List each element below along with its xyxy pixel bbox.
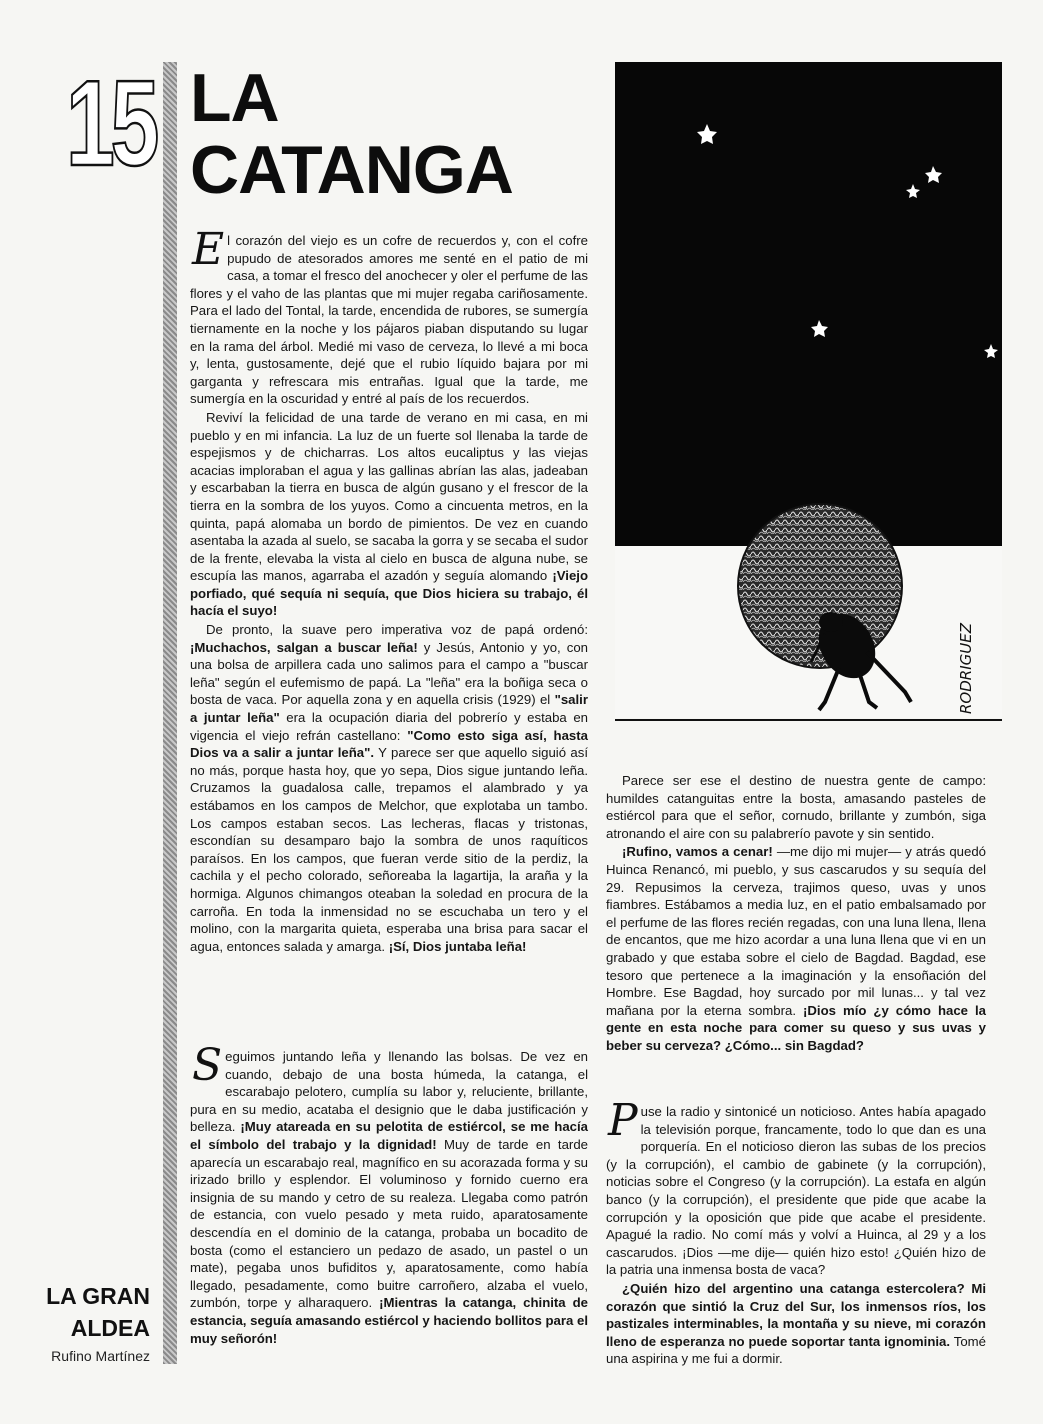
paragraph-text: Muy de tarde en tarde aparecía un escarabajo real, magnífico en su acorazada forma y su irizado brillo y esplendor. El voluminoso y fornido cuerno era insignia de su mando y cetro de su realeza. Llegaba como patrón de estancia, con vuelo pesado y meta ruido, aparatosamente descendía en el dominio de la catanga, probaba un bocadito de bosta (como el estanciero un pedazo de asado, un pastel o un mate), pegaba unos bufiditos y, aparatosamente, como había llegado, pesadamente, como buitre carroñero, alzaba el vuelo, zumbón, torpe y alharaquero. (190, 1136, 588, 1311)
drop-cap: S (192, 1040, 223, 1091)
drop-cap: P (608, 1095, 638, 1146)
paragraph-text: eguimos juntando leña y llenando las bolsas. De vez en cuando, debajo de una bosta húmeda, la catanga, el escarabajo pelotero, cumplía su labor y, reluciente, brillante, pura en su medio, acataba el designio que le daba justificación y belleza. (190, 1049, 588, 1135)
paragraph-text: use la radio y sintonicé un noticioso. Antes había apagado la televisión porque, francamente, todo lo que dan es una porquería. En el noticioso dieron las subas de los precios (y la corrupción), el cambio de gabinete (y la corrupción), noticias sobre el Congreso (y la corrupción). La estafa en algún banco (y la corrupción), el presidente que pide que acabe la corrupción y la oposición que pide que acabe el presidente. Apagué la radio. No comí más y volví a Huinca, al 29 y a los cascarudos. ¡Dios —me dije— quién hizo esto! ¿Quién hizo de la patria una inmensa bosta de vaca? (606, 1104, 986, 1278)
series-title (20, 1280, 150, 1344)
paragraph-text: Reviví la felicidad de una tarde de verano en mi casa, en mi pueblo y en mi infancia. La luz de un fuerte sol llenaba la tarde de espejismos y de chicharras. Los altos eucaliptus y las viejas acacias imploraban el agua y las gallinas abrían las alas, jadeaban y escarbaban la tierra en busca de algún gusano y el frescor de la tierra en la sombra de los yuyos. Como a cincuenta metros, en la quinta, papá alomaba un bordo de pimientos. De vez en cuando asentaba la azada al suelo, se sacaba la gorra y se secaba el sudor de la frente, elevaba la vista al cielo en busca de alguna nube, se escupía las manos, agarraba el azadón y seguía alomando (190, 409, 588, 584)
paragraph-text: era la ocupación diaria del pobrerío y estaba en vigencia el viejo refrán castellano: (190, 710, 588, 743)
bold-phrase: ¡Dios mío ¿y cómo hace la gente en esta noche para comer su queso y sus uvas y beber su cerveza? ¿Cómo... sin Bagdad? (606, 1002, 986, 1053)
paragraph-text: l corazón del viejo es un cofre de recuerdos y, con el cofre pupudo de atesorados amores me senté en el patio de mi casa, a tomar el fresco del anochecer y oler el perfume de las flores y el vaho de las plantas que mi mujer regaba cariñosamente. Para el lado del Tontal, la tarde, encendida de rubores, se sumergía tiernamente en la noche y los pájaros piaban disputando su lugar en la rama del árbol. Medié mi vaso de cerveza, lo llevé a mi boca y, lenta, gustosamente, dejé que el rubio líquido bajara por mi garganta y refrescara mis entrañas. Igual que la tarde, me sumergía en la oscuridad y entré al país de los recuerdos. (190, 233, 588, 407)
article-column-2-continued (606, 1095, 986, 1369)
article-column-1-continued (190, 1040, 588, 1348)
paragraph-2 (190, 409, 588, 620)
bold-phrase: ¡Mientras la catanga, chinita de estancia, seguía amasando estiércol y haciendo bollitos para el muy señorón! (190, 1295, 588, 1346)
bold-phrase: ¡Muy atareada en su pelotita de estiércol, se me hacía el símbolo del trabajo y la dignidad! (190, 1119, 588, 1152)
paragraph-6 (606, 843, 986, 1054)
bold-phrase: ¡Muchachos, salgan a buscar leña! (190, 639, 418, 655)
paragraph-text: Tomé una aspirina y me fui a dormir. (606, 1333, 986, 1367)
bold-phrase: "Como esto siga así, hasta Dios va a salir a juntar leña". (190, 727, 588, 761)
paragraph-8 (606, 1280, 986, 1368)
bold-phrase: "salir a juntar leña" (190, 692, 588, 726)
night-beetle-illustration (615, 62, 1002, 726)
drop-cap: E (192, 224, 225, 275)
paragraph-text: Y parece ser que aquello siguió así no más, porque hasta hoy, que yo sepa, Dios sigue juntando leña. Cruzamos la guadalosa calle, trepamos el alambrado y ya estábamos en los campos de Melchor, que explotaba un tambo. Los campos estaban secos. Las lecheras, flacas y tristonas, escondían su desamparo bajo la sombra de unos raquíticos paraísos. En los campos, que fueran verde sitio de la perdiz, la cachila y el pecho colorado, señoreaba la lagartija, la araña y la hormiga. Algunos chimangos oteaban la soledad en procura de la carroña. En toda la inmensidad no se escuchaba un tero y el molino, con la margarita quieta, esperaba una brisa para sacar el agua, entonces salada y amarga. (190, 745, 588, 954)
decorative-side-bar (163, 62, 177, 1364)
series-line-1: LA GRAN (46, 1283, 150, 1309)
paragraph-text: De pronto, la suave pero imperativa voz de papá ordenó: (206, 622, 588, 638)
artist-signature: RODRIGUEZ (957, 623, 975, 714)
article-column-2 (606, 772, 986, 1056)
article-column-1 (190, 224, 589, 956)
paragraph-7 (606, 1095, 986, 1279)
bold-phrase: ¡Sí, Dios juntaba leña! (388, 938, 527, 954)
bold-phrase: ¿Quién hizo del argentino una catanga estercolera? Mi corazón que sintió la Cruz del Sur, los inmensos ríos, los pastizales interminables, la montaña y su nieve, mi corazón lleno de esperanza no puede soportar tanta ignominia. (606, 1280, 986, 1349)
night-sky (615, 62, 1002, 546)
bold-phrase: ¡Rufino, vamos a cenar! (622, 844, 773, 860)
series-line-2: ALDEA (70, 1315, 150, 1341)
article-title (190, 62, 570, 206)
paragraph-3 (190, 621, 588, 955)
paragraph-1 (190, 224, 588, 408)
title-line-1: LA (190, 60, 279, 136)
title-line-2: CATANGA (190, 132, 513, 208)
paragraph-text: y Jesús, Antonio y yo, con una bolsa de arpillera cada uno salimos para el campo a "buscar leña" según el eufemismo de papá. La "leña" era la boñiga seca o bosta de vaca. Por aquella zona y en aquella crisis (1929) el (190, 639, 588, 708)
chapter-number: 15 (66, 55, 156, 191)
bold-phrase: ¡Viejo porfiado, qué sequía ni sequía, que Dios hiciera su trabajo, él hacía el suyo! (190, 568, 589, 619)
paragraph-5 (606, 772, 986, 842)
author-name: Rufino Martínez (51, 1348, 150, 1364)
paragraph-4 (190, 1040, 588, 1347)
paragraph-text: Parece ser ese el destino de nuestra gente de campo: humildes catanguitas entre la bosta, amasando pasteles de estiércol para que el señor, cornudo, brillante y zumbón, siga atronando el aire con su palabrerío pavote y sin sentido. (606, 773, 986, 841)
paragraph-text: —me dijo mi mujer— y atrás quedó Huinca Renancó, mi pueblo, y sus cascarudos y su sequía del 29. Repusimos la cerveza, trajimos queso, uvas y unos fiambres. Estábamos a media luz, en el patio embalsamado por el perfume de las flores recién regadas, con una luna llena, llena de encantos, que me hizo acordar a una luna llena que vi en un grabado y que estaba sobre el cielo de Bagdad. Bagdad, ese tesoro que pertenece a la imaginación y la ensoñación del Hombre. Ese Bagdad, hoy surcado por mil lunas... y tal vez mañana por la eterna sombra. (606, 844, 986, 1018)
